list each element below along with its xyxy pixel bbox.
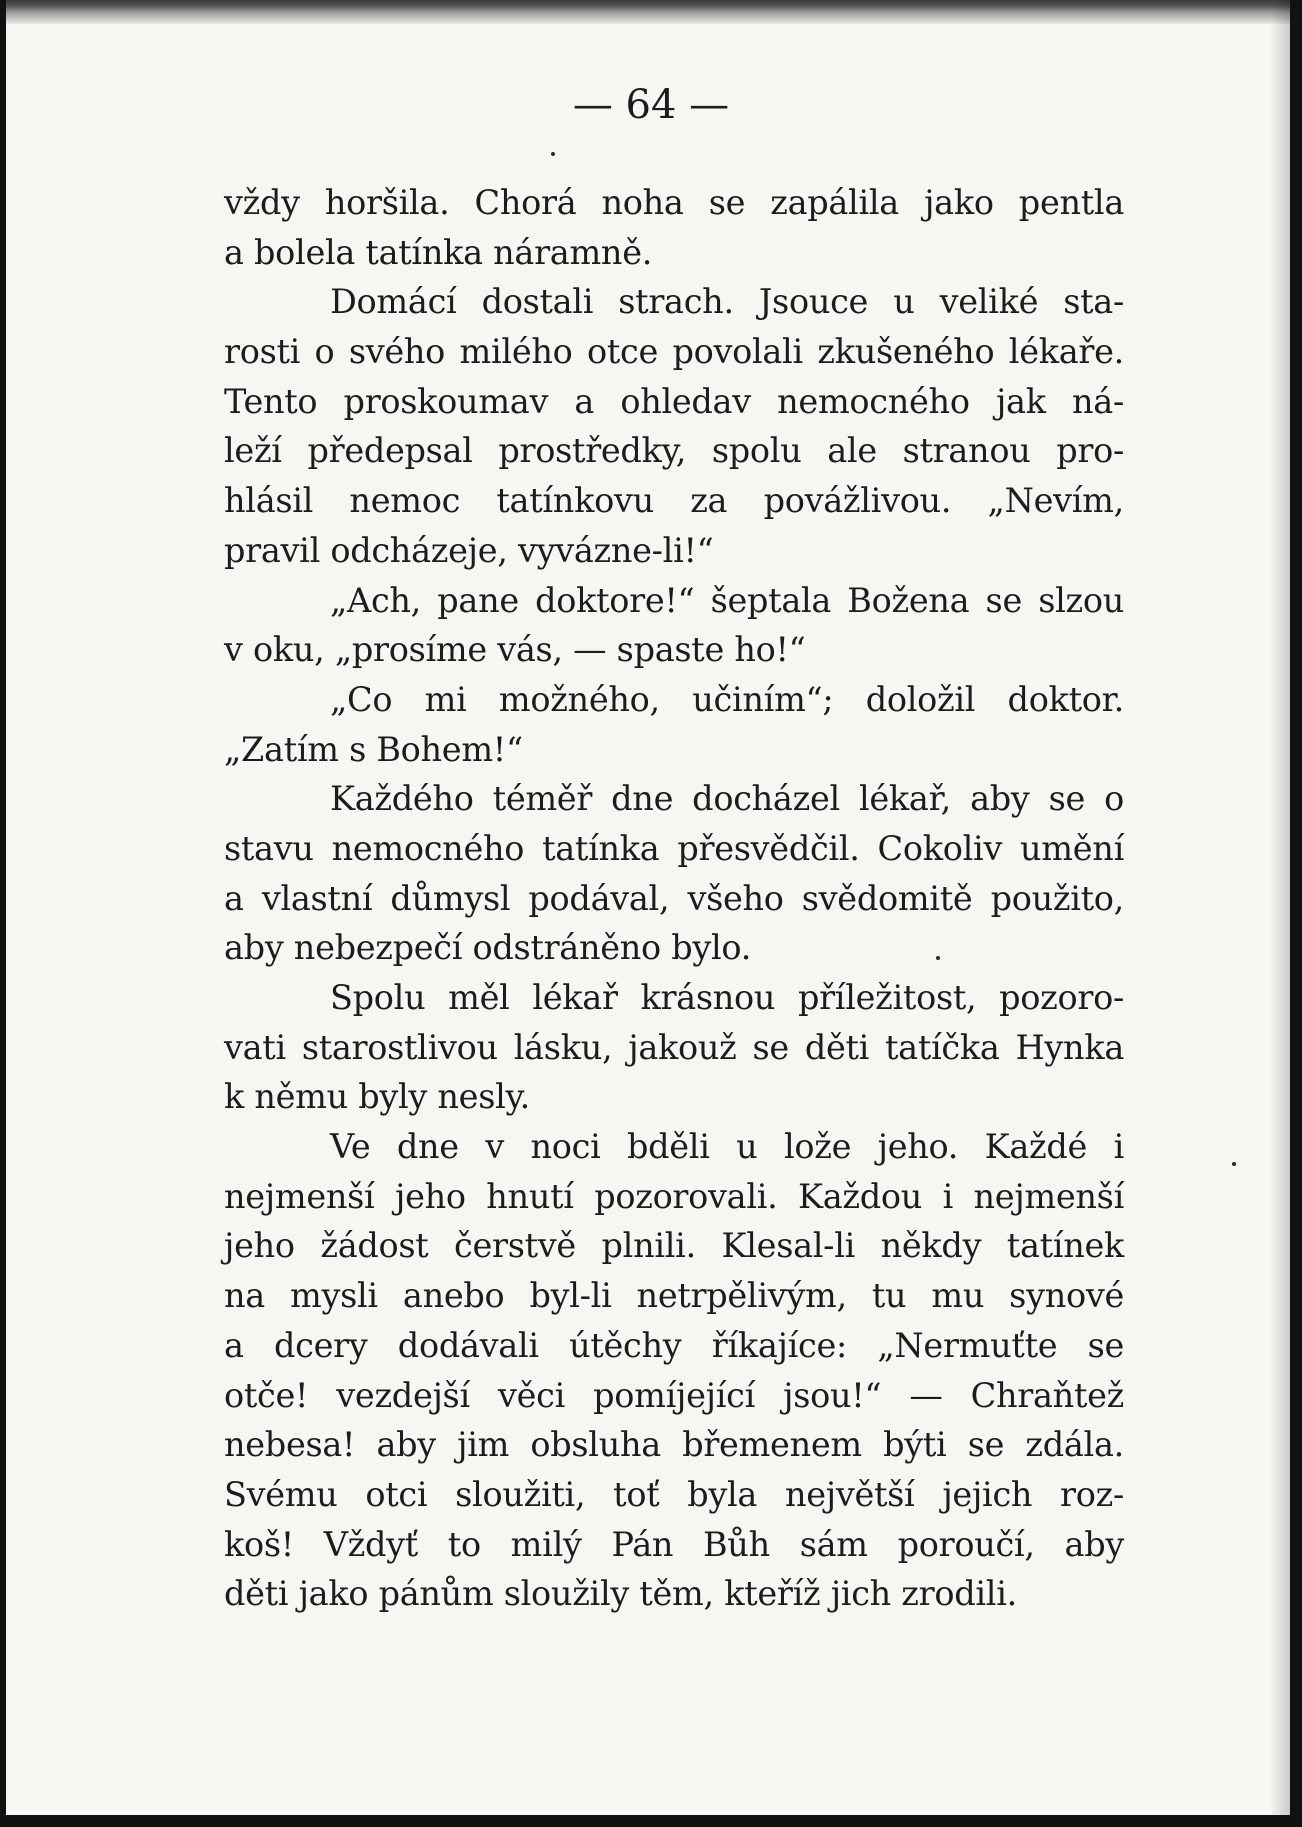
- text-line: v oku, „prosíme vás, — spaste ho!“: [224, 630, 806, 670]
- ink-speck: [1232, 1162, 1236, 1166]
- text-line: pravil odcházeje, vyvázne-li!“: [224, 530, 714, 570]
- text-line: a dcery dodávali útěchy říkajíce: „Nermuťte se: [224, 1325, 1124, 1365]
- body-text: [224, 178, 1124, 1619]
- text-line: koš! Vždyť to milý Pán Bůh sám poroučí, aby: [224, 1524, 1124, 1564]
- page-number: — 64 —: [572, 82, 730, 128]
- text-line: stavu nemocného tatínka přesvědčil. Cokoliv umění: [224, 828, 1124, 868]
- text-line: děti jako pánům sloužily těm, kteříž jich zrodili.: [224, 1574, 1017, 1614]
- text-line: „Zatím s Bohem!“: [224, 729, 523, 769]
- text-line: na mysli anebo byl-li netrpělivým, tu mu synové: [224, 1276, 1124, 1316]
- scan-bottom-edge: [0, 1815, 1302, 1827]
- text-line: vždy horšila. Chorá noha se zapálila jako pentla: [224, 183, 1124, 222]
- text-line: Ve dne v noci bděli u lože jeho. Každé i: [330, 1127, 1124, 1167]
- text-line: aby nebezpečí odstráněno bylo.: [224, 928, 752, 968]
- scan-right-edge: [1290, 0, 1302, 1827]
- text-line: Domácí dostali strach. Jsouce u veliké sta-: [330, 282, 1124, 322]
- text-line: Spolu měl lékař krásnou příležitost, pozoro-: [330, 978, 1124, 1017]
- text-line: a vlastní důmysl podával, všeho svědomitě použito,: [224, 878, 1124, 918]
- text-line: hlásil nemoc tatínkovu za povážlivou. „Nevím,: [224, 481, 1124, 521]
- text-line: Tento proskoumav a ohledav nemocného jak ná-: [224, 381, 1124, 421]
- text-line: Každého téměř dne docházel lékař, aby se o: [330, 779, 1124, 819]
- text-line: rosti o svého milého otce povolali zkušeného lékaře.: [224, 332, 1124, 372]
- scan-right-shadow: [1270, 0, 1290, 1827]
- text-line: k němu byly nesly.: [224, 1077, 531, 1117]
- ink-speck: [551, 152, 555, 156]
- text-line: nebesa! aby jim obsluha břemenem býti se zdála.: [224, 1425, 1124, 1465]
- scan-left-edge: [0, 0, 6, 1827]
- text-line: vati starostlivou lásku, jakouž se děti tatíčka Hynka: [224, 1027, 1124, 1067]
- text-line: Svému otci sloužiti, toť byla největší jejich roz-: [224, 1474, 1124, 1514]
- text-line: a bolela tatínka náramně.: [224, 232, 653, 272]
- text-line: jeho žádost čerstvě plnili. Klesal-li někdy tatínek: [224, 1226, 1124, 1266]
- text-line: nejmenší jeho hnutí pozorovali. Každou i nejmenší: [224, 1176, 1124, 1216]
- text-line: leží předepsal prostředky, spolu ale stranou pro-: [224, 431, 1124, 471]
- text-line: „Ach, pane doktore!“ šeptala Božena se slzou: [330, 580, 1124, 620]
- text-line: „Co mi možného, učiním“; doložil doktor.: [330, 679, 1124, 719]
- scan-top-edge: [0, 0, 1302, 24]
- text-line: otče! vezdejší věci pomíjející jsou!“ — Chraňtež: [224, 1375, 1124, 1415]
